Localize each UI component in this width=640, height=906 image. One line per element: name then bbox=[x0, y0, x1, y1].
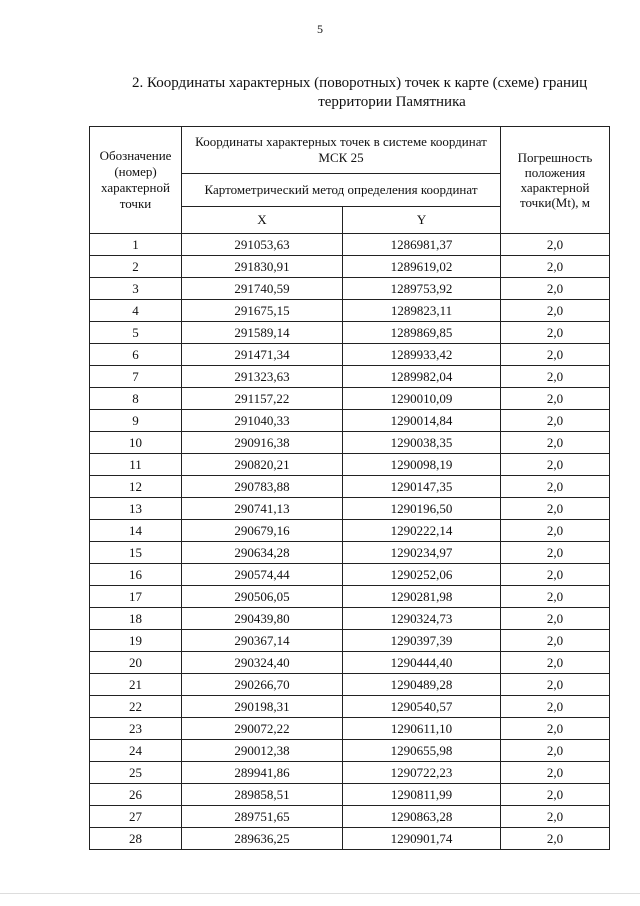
cell-y: 1289869,85 bbox=[343, 322, 501, 344]
cell-error: 2,0 bbox=[501, 498, 610, 520]
table-row bbox=[90, 586, 610, 608]
table-row bbox=[90, 674, 610, 696]
header-y: Y bbox=[343, 207, 501, 234]
cell-y: 1290611,10 bbox=[343, 718, 501, 740]
cell-error: 2,0 bbox=[501, 388, 610, 410]
cell-x: 290574,44 bbox=[182, 564, 343, 586]
table-row bbox=[90, 564, 610, 586]
cell-error: 2,0 bbox=[501, 476, 610, 498]
table-row bbox=[90, 498, 610, 520]
coordinates-table bbox=[89, 126, 610, 850]
table-row bbox=[90, 762, 610, 784]
cell-y: 1290010,09 bbox=[343, 388, 501, 410]
table-row bbox=[90, 322, 610, 344]
table-row bbox=[90, 784, 610, 806]
section-heading-line-2: территории Памятника bbox=[318, 94, 466, 110]
cell-point-number: 20 bbox=[90, 652, 182, 674]
cell-error: 2,0 bbox=[501, 718, 610, 740]
cell-y: 1290098,19 bbox=[343, 454, 501, 476]
table-row bbox=[90, 344, 610, 366]
cell-y: 1290038,35 bbox=[343, 432, 501, 454]
table-row bbox=[90, 256, 610, 278]
cell-y: 1290196,50 bbox=[343, 498, 501, 520]
table-header bbox=[90, 127, 610, 234]
table-row bbox=[90, 432, 610, 454]
cell-error: 2,0 bbox=[501, 608, 610, 630]
header-coordinates: Координаты характерных точек в системе координат МСК 25 bbox=[182, 127, 501, 174]
cell-y: 1290014,84 bbox=[343, 410, 501, 432]
cell-x: 290634,28 bbox=[182, 542, 343, 564]
cell-y: 1290811,99 bbox=[343, 784, 501, 806]
cell-y: 1290540,57 bbox=[343, 696, 501, 718]
cell-point-number: 12 bbox=[90, 476, 182, 498]
cell-x: 291053,63 bbox=[182, 234, 343, 256]
cell-error: 2,0 bbox=[501, 256, 610, 278]
cell-x: 291157,22 bbox=[182, 388, 343, 410]
cell-point-number: 4 bbox=[90, 300, 182, 322]
cell-point-number: 16 bbox=[90, 564, 182, 586]
cell-point-number: 24 bbox=[90, 740, 182, 762]
cell-point-number: 17 bbox=[90, 586, 182, 608]
cell-point-number: 1 bbox=[90, 234, 182, 256]
cell-x: 291740,59 bbox=[182, 278, 343, 300]
table-row bbox=[90, 476, 610, 498]
header-method: Картометрический метод определения координат bbox=[182, 174, 501, 207]
cell-error: 2,0 bbox=[501, 234, 610, 256]
cell-x: 289858,51 bbox=[182, 784, 343, 806]
cell-y: 1290901,74 bbox=[343, 828, 501, 850]
cell-error: 2,0 bbox=[501, 740, 610, 762]
section-heading-line-1: 2. Координаты характерных (поворотных) точек к карте (схеме) границ bbox=[132, 75, 588, 91]
cell-y: 1289619,02 bbox=[343, 256, 501, 278]
cell-x: 290916,38 bbox=[182, 432, 343, 454]
table-row bbox=[90, 234, 610, 256]
cell-x: 289941,86 bbox=[182, 762, 343, 784]
table-row bbox=[90, 806, 610, 828]
cell-y: 1289823,11 bbox=[343, 300, 501, 322]
cell-error: 2,0 bbox=[501, 784, 610, 806]
page-number: 5 bbox=[317, 22, 323, 36]
cell-x: 291675,15 bbox=[182, 300, 343, 322]
cell-x: 290741,13 bbox=[182, 498, 343, 520]
table-row bbox=[90, 410, 610, 432]
cell-x: 290439,80 bbox=[182, 608, 343, 630]
cell-point-number: 9 bbox=[90, 410, 182, 432]
cell-error: 2,0 bbox=[501, 630, 610, 652]
cell-point-number: 22 bbox=[90, 696, 182, 718]
section-heading bbox=[132, 74, 612, 112]
cell-x: 291830,91 bbox=[182, 256, 343, 278]
cell-y: 1290281,98 bbox=[343, 586, 501, 608]
cell-point-number: 19 bbox=[90, 630, 182, 652]
header-x: X bbox=[182, 207, 343, 234]
cell-error: 2,0 bbox=[501, 696, 610, 718]
cell-y: 1290863,28 bbox=[343, 806, 501, 828]
cell-point-number: 21 bbox=[90, 674, 182, 696]
cell-x: 290072,22 bbox=[182, 718, 343, 740]
cell-error: 2,0 bbox=[501, 564, 610, 586]
cell-x: 289636,25 bbox=[182, 828, 343, 850]
cell-point-number: 23 bbox=[90, 718, 182, 740]
cell-x: 290783,88 bbox=[182, 476, 343, 498]
cell-point-number: 15 bbox=[90, 542, 182, 564]
table-row bbox=[90, 630, 610, 652]
cell-point-number: 27 bbox=[90, 806, 182, 828]
cell-y: 1290147,35 bbox=[343, 476, 501, 498]
cell-point-number: 14 bbox=[90, 520, 182, 542]
cell-error: 2,0 bbox=[501, 454, 610, 476]
cell-point-number: 3 bbox=[90, 278, 182, 300]
cell-x: 290012,38 bbox=[182, 740, 343, 762]
cell-x: 290506,05 bbox=[182, 586, 343, 608]
cell-point-number: 13 bbox=[90, 498, 182, 520]
table-row bbox=[90, 454, 610, 476]
cell-y: 1290444,40 bbox=[343, 652, 501, 674]
cell-error: 2,0 bbox=[501, 542, 610, 564]
cell-error: 2,0 bbox=[501, 652, 610, 674]
cell-error: 2,0 bbox=[501, 762, 610, 784]
table-row bbox=[90, 718, 610, 740]
cell-y: 1290397,39 bbox=[343, 630, 501, 652]
cell-point-number: 25 bbox=[90, 762, 182, 784]
table-row bbox=[90, 366, 610, 388]
table-body bbox=[90, 234, 610, 850]
cell-y: 1289753,92 bbox=[343, 278, 501, 300]
cell-point-number: 5 bbox=[90, 322, 182, 344]
cell-x: 290198,31 bbox=[182, 696, 343, 718]
table-row bbox=[90, 300, 610, 322]
table-row bbox=[90, 740, 610, 762]
cell-point-number: 8 bbox=[90, 388, 182, 410]
cell-x: 291589,14 bbox=[182, 322, 343, 344]
cell-y: 1290324,73 bbox=[343, 608, 501, 630]
cell-point-number: 10 bbox=[90, 432, 182, 454]
cell-x: 291323,63 bbox=[182, 366, 343, 388]
cell-y: 1290722,23 bbox=[343, 762, 501, 784]
cell-error: 2,0 bbox=[501, 278, 610, 300]
table-row bbox=[90, 520, 610, 542]
cell-y: 1290655,98 bbox=[343, 740, 501, 762]
header-point-number: Обозначение (номер) характерной точки bbox=[90, 127, 182, 234]
cell-error: 2,0 bbox=[501, 344, 610, 366]
cell-y: 1289933,42 bbox=[343, 344, 501, 366]
cell-error: 2,0 bbox=[501, 366, 610, 388]
table-row bbox=[90, 652, 610, 674]
cell-y: 1290222,14 bbox=[343, 520, 501, 542]
cell-error: 2,0 bbox=[501, 674, 610, 696]
table-row bbox=[90, 696, 610, 718]
cell-y: 1289982,04 bbox=[343, 366, 501, 388]
table-row bbox=[90, 278, 610, 300]
cell-y: 1286981,37 bbox=[343, 234, 501, 256]
cell-y: 1290489,28 bbox=[343, 674, 501, 696]
table-row bbox=[90, 828, 610, 850]
cell-point-number: 28 bbox=[90, 828, 182, 850]
table-row bbox=[90, 542, 610, 564]
cell-error: 2,0 bbox=[501, 432, 610, 454]
cell-y: 1290234,97 bbox=[343, 542, 501, 564]
cell-x: 290266,70 bbox=[182, 674, 343, 696]
cell-point-number: 26 bbox=[90, 784, 182, 806]
table-row bbox=[90, 388, 610, 410]
cell-point-number: 11 bbox=[90, 454, 182, 476]
cell-error: 2,0 bbox=[501, 806, 610, 828]
cell-x: 291471,34 bbox=[182, 344, 343, 366]
cell-x: 290820,21 bbox=[182, 454, 343, 476]
cell-x: 291040,33 bbox=[182, 410, 343, 432]
cell-error: 2,0 bbox=[501, 586, 610, 608]
cell-x: 290367,14 bbox=[182, 630, 343, 652]
header-error: Погрешность положения характерной точки(Mt), м bbox=[501, 127, 610, 234]
page-edge-line bbox=[0, 893, 640, 894]
cell-error: 2,0 bbox=[501, 322, 610, 344]
cell-point-number: 18 bbox=[90, 608, 182, 630]
cell-y: 1290252,06 bbox=[343, 564, 501, 586]
cell-error: 2,0 bbox=[501, 300, 610, 322]
cell-x: 289751,65 bbox=[182, 806, 343, 828]
cell-point-number: 6 bbox=[90, 344, 182, 366]
cell-error: 2,0 bbox=[501, 828, 610, 850]
cell-point-number: 2 bbox=[90, 256, 182, 278]
cell-x: 290679,16 bbox=[182, 520, 343, 542]
cell-x: 290324,40 bbox=[182, 652, 343, 674]
cell-error: 2,0 bbox=[501, 520, 610, 542]
cell-error: 2,0 bbox=[501, 410, 610, 432]
cell-point-number: 7 bbox=[90, 366, 182, 388]
table-row bbox=[90, 608, 610, 630]
